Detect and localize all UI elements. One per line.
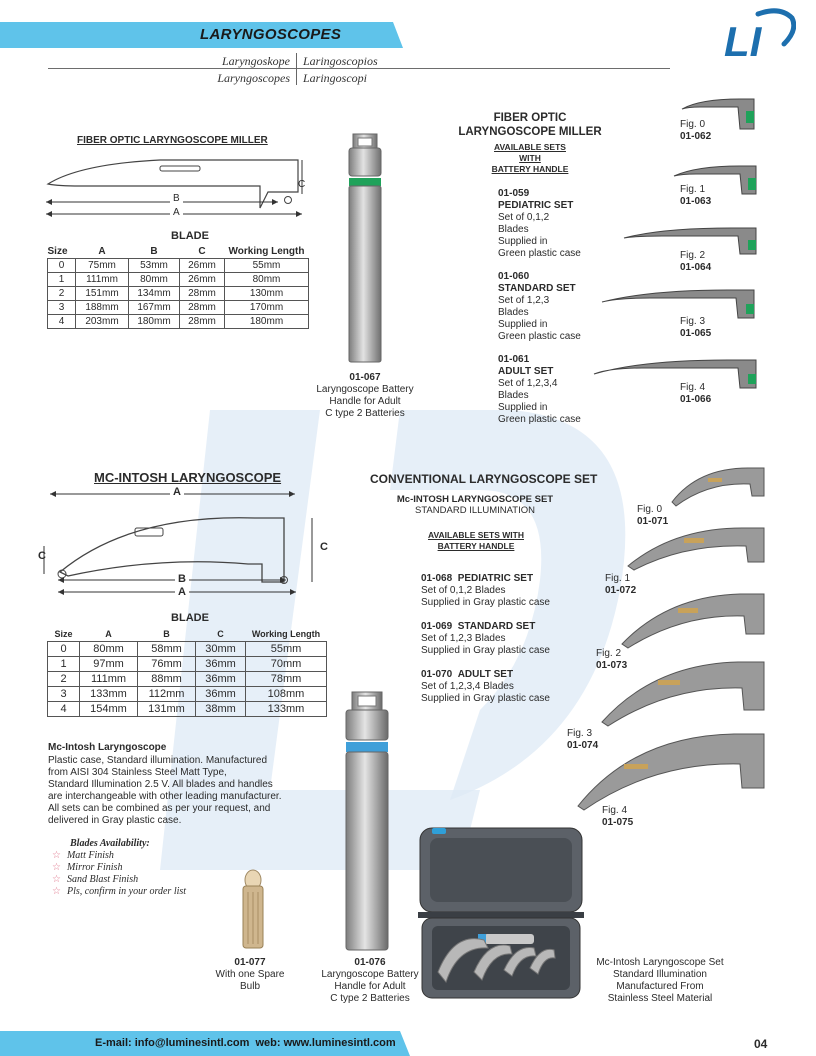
- set-060-code: 01-060: [498, 271, 530, 282]
- fiber-dim-b: B: [170, 193, 183, 205]
- fig-064-label: Fig. 2: [680, 250, 706, 261]
- cell: 2: [48, 287, 76, 301]
- handle-067-line2: Handle for Adult: [329, 396, 401, 407]
- set-060-name: STANDARD SET: [498, 283, 576, 294]
- set-061-code: 01-061: [498, 354, 530, 365]
- mac-desc-line: are interchangeable with other leading manufacturer.: [48, 791, 282, 802]
- set-070-line: Supplied in Gray plastic case: [421, 693, 550, 704]
- set-069-line: Supplied in Gray plastic case: [421, 645, 550, 656]
- fiber-table-caption: BLADE: [171, 230, 209, 242]
- col-c: C: [196, 628, 246, 642]
- col-c: C: [180, 245, 225, 259]
- fig-073-code: 01-073: [596, 660, 628, 671]
- set-069-code: 01-069: [421, 621, 453, 632]
- fig-065-label: Fig. 3: [680, 316, 706, 327]
- battery-handle-blue: [336, 688, 398, 954]
- fiber-blade-table: [47, 245, 309, 329]
- table-row: [48, 702, 327, 717]
- fig-072-label: Fig. 1: [605, 573, 631, 584]
- blade-finish-item: [52, 862, 122, 875]
- fig-065-code: 01-065: [680, 328, 712, 339]
- col-size: Size: [48, 628, 80, 642]
- table-row: [48, 642, 327, 657]
- set-059-line: Green plastic case: [498, 248, 581, 259]
- cell: 131mm: [138, 702, 196, 717]
- blades-availability-title: Blades Availability:: [70, 838, 150, 849]
- page-number: 04: [754, 1037, 768, 1051]
- col-b: B: [129, 245, 180, 259]
- footer-contact[interactable]: E-mail: info@luminesintl.com web: www.luminesintl.com: [95, 1037, 396, 1049]
- translation-divider: [296, 53, 297, 85]
- cell: 78mm: [246, 672, 327, 687]
- set-068-name: PEDIATRIC SET: [457, 573, 534, 584]
- case-caption-line4: Stainless Steel Material: [607, 993, 713, 1004]
- fiber-set-title-1: FIBER OPTIC: [493, 112, 567, 124]
- cell: 80mm: [129, 273, 180, 287]
- fig-066-label: Fig. 4: [680, 382, 706, 393]
- mac-desc-line: Plastic case, Standard illumination. Manufactured: [48, 755, 268, 766]
- table-header: [48, 245, 309, 259]
- cell: 0: [48, 259, 76, 273]
- set-068-title: [421, 573, 533, 585]
- set-068-line: Supplied in Gray plastic case: [421, 597, 550, 608]
- blade-finish-label: Sand Blast Finish: [66, 874, 139, 885]
- mac-blade-fig2: [618, 588, 770, 652]
- mac-desc-title: Mc-Intosh Laryngoscope: [48, 742, 167, 753]
- fiber-dim-a: A: [170, 207, 183, 219]
- set-061-line: Set of 1,2,3,4: [498, 378, 558, 389]
- fig-066-code: 01-066: [680, 394, 712, 405]
- fig-074-label: Fig. 3: [567, 728, 593, 739]
- case-caption-line2: Standard Illumination: [613, 969, 707, 980]
- cell: 133mm: [246, 702, 327, 717]
- handle-076-code: 01-076: [354, 957, 386, 968]
- cell: 180mm: [129, 315, 180, 329]
- cell: 4: [48, 315, 76, 329]
- fiber-set-title-2: LARYNGOSCOPE MILLER: [458, 126, 602, 138]
- cell: 55mm: [246, 642, 327, 657]
- cell: 134mm: [129, 287, 180, 301]
- case-caption-line3: Manufactured From: [616, 981, 704, 992]
- available-sets-3: BATTERY HANDLE: [491, 164, 569, 174]
- fig-063-code: 01-063: [680, 196, 712, 207]
- col-a: A: [76, 245, 129, 259]
- conventional-subtitle: Mc-INTOSH LARYNGOSCOPE SET: [396, 494, 554, 505]
- cell: 2: [48, 672, 80, 687]
- set-068-line: Set of 0,1,2 Blades: [421, 585, 506, 596]
- set-059-line: Set of 0,1,2: [498, 212, 550, 223]
- fiber-dim-c: C: [298, 179, 306, 190]
- table-header: [48, 628, 327, 642]
- cell: 154mm: [80, 702, 138, 717]
- star-icon: ☆: [52, 862, 61, 873]
- blade-finish-label: Mirror Finish: [66, 862, 123, 873]
- blade-finish-item: [52, 886, 186, 899]
- set-061-line: Supplied in: [498, 402, 548, 413]
- cell: 188mm: [76, 301, 129, 315]
- miller-blade-fig4: [592, 356, 764, 392]
- set-059-code: 01-059: [498, 188, 530, 199]
- table-row: [48, 657, 327, 672]
- cell: 28mm: [180, 301, 225, 315]
- mac-desc-line: delivered in Gray plastic case.: [48, 815, 182, 826]
- mac-blade-fig0: [668, 462, 770, 512]
- bulb-077-line1: With one Spare: [215, 969, 285, 980]
- cell: 151mm: [76, 287, 129, 301]
- table-row: [48, 259, 309, 273]
- table-row: [48, 687, 327, 702]
- cell: 88mm: [138, 672, 196, 687]
- cell: 80mm: [225, 273, 309, 287]
- set-059-line: Supplied in: [498, 236, 548, 247]
- cell: 0: [48, 642, 80, 657]
- set-059-line: Blades: [498, 224, 529, 235]
- laryngoscope-case-image: [414, 822, 588, 1002]
- conventional-title: CONVENTIONAL LARYNGOSCOPE SET: [370, 472, 598, 486]
- table-row: [48, 672, 327, 687]
- mac-dim-a-top: A: [170, 486, 184, 498]
- cell: 53mm: [129, 259, 180, 273]
- set-060-line: Supplied in: [498, 319, 548, 330]
- handle-076-line2: Handle for Adult: [334, 981, 406, 992]
- translation-2: Laryngoscopes: [217, 71, 290, 85]
- cell: 108mm: [246, 687, 327, 702]
- mac-blade-fig1: [624, 522, 770, 574]
- blade-finish-label: Matt Finish: [66, 850, 114, 861]
- set-070-line: Set of 1,2,3,4 Blades: [421, 681, 514, 692]
- star-icon: ☆: [52, 886, 61, 897]
- blade-finish-item: [52, 850, 114, 863]
- cell: 111mm: [76, 273, 129, 287]
- available-sets-1: AVAILABLE SETS: [494, 142, 566, 152]
- blade-finish-label: Pls, confirm in your order list: [66, 886, 187, 897]
- cell: 97mm: [80, 657, 138, 672]
- cell: 26mm: [180, 273, 225, 287]
- table-row: [48, 315, 309, 329]
- fig-074-code: 01-074: [567, 740, 599, 751]
- table-row: [48, 273, 309, 287]
- set-070-title: [421, 669, 513, 681]
- cell: 180mm: [225, 315, 309, 329]
- fig-071-label: Fig. 0: [637, 504, 663, 515]
- set-069-line: Set of 1,2,3 Blades: [421, 633, 506, 644]
- cell: 76mm: [138, 657, 196, 672]
- fig-075-label: Fig. 4: [602, 805, 628, 816]
- cell: 80mm: [80, 642, 138, 657]
- brand-logo-text: LI: [724, 18, 762, 63]
- cell: 133mm: [80, 687, 138, 702]
- cell: 38mm: [196, 702, 246, 717]
- mac-dim-c-right: C: [320, 541, 328, 553]
- mac-desc-line: from AISI 304 Stainless Steel Matt Type,: [48, 767, 227, 778]
- handle-076-line1: Laryngoscope Battery: [321, 969, 419, 980]
- mac-dim-c-left: C: [38, 550, 46, 562]
- blade-finish-item: [52, 874, 138, 887]
- col-working-length: Working Length: [225, 245, 309, 259]
- conventional-subtitle2: STANDARD ILLUMINATION: [415, 505, 535, 516]
- brand-logo: [718, 8, 796, 63]
- translation-3: Laringoscopios: [303, 54, 378, 68]
- bulb-077-code: 01-077: [234, 957, 266, 968]
- mac-dim-a-bottom: A: [175, 586, 189, 598]
- fig-071-code: 01-071: [637, 516, 669, 527]
- cell: 203mm: [76, 315, 129, 329]
- cell: 112mm: [138, 687, 196, 702]
- cell: 4: [48, 702, 80, 717]
- cell: 26mm: [180, 259, 225, 273]
- fig-072-code: 01-072: [605, 585, 637, 596]
- handle-076-line3: C type 2 Batteries: [330, 993, 410, 1004]
- mac-table-caption: BLADE: [171, 612, 209, 624]
- col-b: B: [138, 628, 196, 642]
- cell: 75mm: [76, 259, 129, 273]
- page-title: LARYNGOSCOPES: [200, 26, 342, 43]
- set-059-name: PEDIATRIC SET: [498, 200, 574, 211]
- cell: 3: [48, 301, 76, 315]
- fiber-diagram-title: FIBER OPTIC LARYNGOSCOPE MILLER: [77, 135, 268, 146]
- mac-desc-line: All sets can be combined as per your request, and: [48, 803, 271, 814]
- translation-4: Laringoscopi: [303, 71, 368, 85]
- cell: 28mm: [180, 287, 225, 301]
- conv-available-2: BATTERY HANDLE: [437, 541, 515, 551]
- fig-075-code: 01-075: [602, 817, 634, 828]
- set-069-name: STANDARD SET: [457, 621, 536, 632]
- conv-available-1: AVAILABLE SETS WITH: [427, 530, 524, 540]
- set-068-code: 01-068: [421, 573, 453, 584]
- cell: 111mm: [80, 672, 138, 687]
- handle-067-line1: Laryngoscope Battery: [316, 384, 414, 395]
- mac-desc-line: Standard Illumination 2.5 V. All blades and handles: [48, 779, 273, 790]
- handle-067-line3: C type 2 Batteries: [325, 408, 405, 419]
- spare-bulb-image: [238, 868, 268, 952]
- fig-062-label: Fig. 0: [680, 119, 706, 130]
- handle-067-code: 01-067: [349, 372, 381, 383]
- fig-063-label: Fig. 1: [680, 184, 706, 195]
- col-working-length: Working Length: [246, 628, 327, 642]
- col-a: A: [80, 628, 138, 642]
- set-069-title: [421, 621, 535, 633]
- fig-073-label: Fig. 2: [596, 648, 622, 659]
- cell: 30mm: [196, 642, 246, 657]
- macintosh-blade-diagram: [40, 484, 340, 600]
- fig-064-code: 01-064: [680, 262, 712, 273]
- cell: 36mm: [196, 657, 246, 672]
- table-row: [48, 287, 309, 301]
- battery-handle-green: [340, 130, 390, 368]
- cell: 170mm: [225, 301, 309, 315]
- macintosh-diagram-title: MC-INTOSH LARYNGOSCOPE: [94, 470, 282, 485]
- set-060-line: Green plastic case: [498, 331, 581, 342]
- cell: 55mm: [225, 259, 309, 273]
- set-061-name: ADULT SET: [498, 366, 554, 377]
- cell: 167mm: [129, 301, 180, 315]
- translation-1: Laryngoskope: [222, 54, 290, 68]
- cell: 1: [48, 657, 80, 672]
- cell: 130mm: [225, 287, 309, 301]
- set-060-line: Blades: [498, 307, 529, 318]
- cell: 3: [48, 687, 80, 702]
- mac-dim-b: B: [175, 573, 189, 585]
- mac-blade-fig4: [574, 728, 770, 812]
- set-061-line: Green plastic case: [498, 414, 581, 425]
- cell: 1: [48, 273, 76, 287]
- set-070-code: 01-070: [421, 669, 453, 680]
- available-sets-2: WITH: [519, 153, 541, 163]
- mac-blade-table: [47, 628, 327, 717]
- cell: 70mm: [246, 657, 327, 672]
- set-060-line: Set of 1,2,3: [498, 295, 550, 306]
- header-rule: [48, 68, 670, 69]
- bulb-077-line2: Bulb: [239, 981, 260, 992]
- star-icon: ☆: [52, 850, 61, 861]
- case-caption-line1: Mc-Intosh Laryngoscope Set: [596, 957, 724, 968]
- set-061-line: Blades: [498, 390, 529, 401]
- cell: 28mm: [180, 315, 225, 329]
- cell: 36mm: [196, 672, 246, 687]
- col-size: Size: [48, 245, 76, 259]
- star-icon: ☆: [52, 874, 61, 885]
- fig-062-code: 01-062: [680, 131, 712, 142]
- cell: 36mm: [196, 687, 246, 702]
- set-070-name: ADULT SET: [457, 669, 514, 680]
- table-row: [48, 301, 309, 315]
- cell: 58mm: [138, 642, 196, 657]
